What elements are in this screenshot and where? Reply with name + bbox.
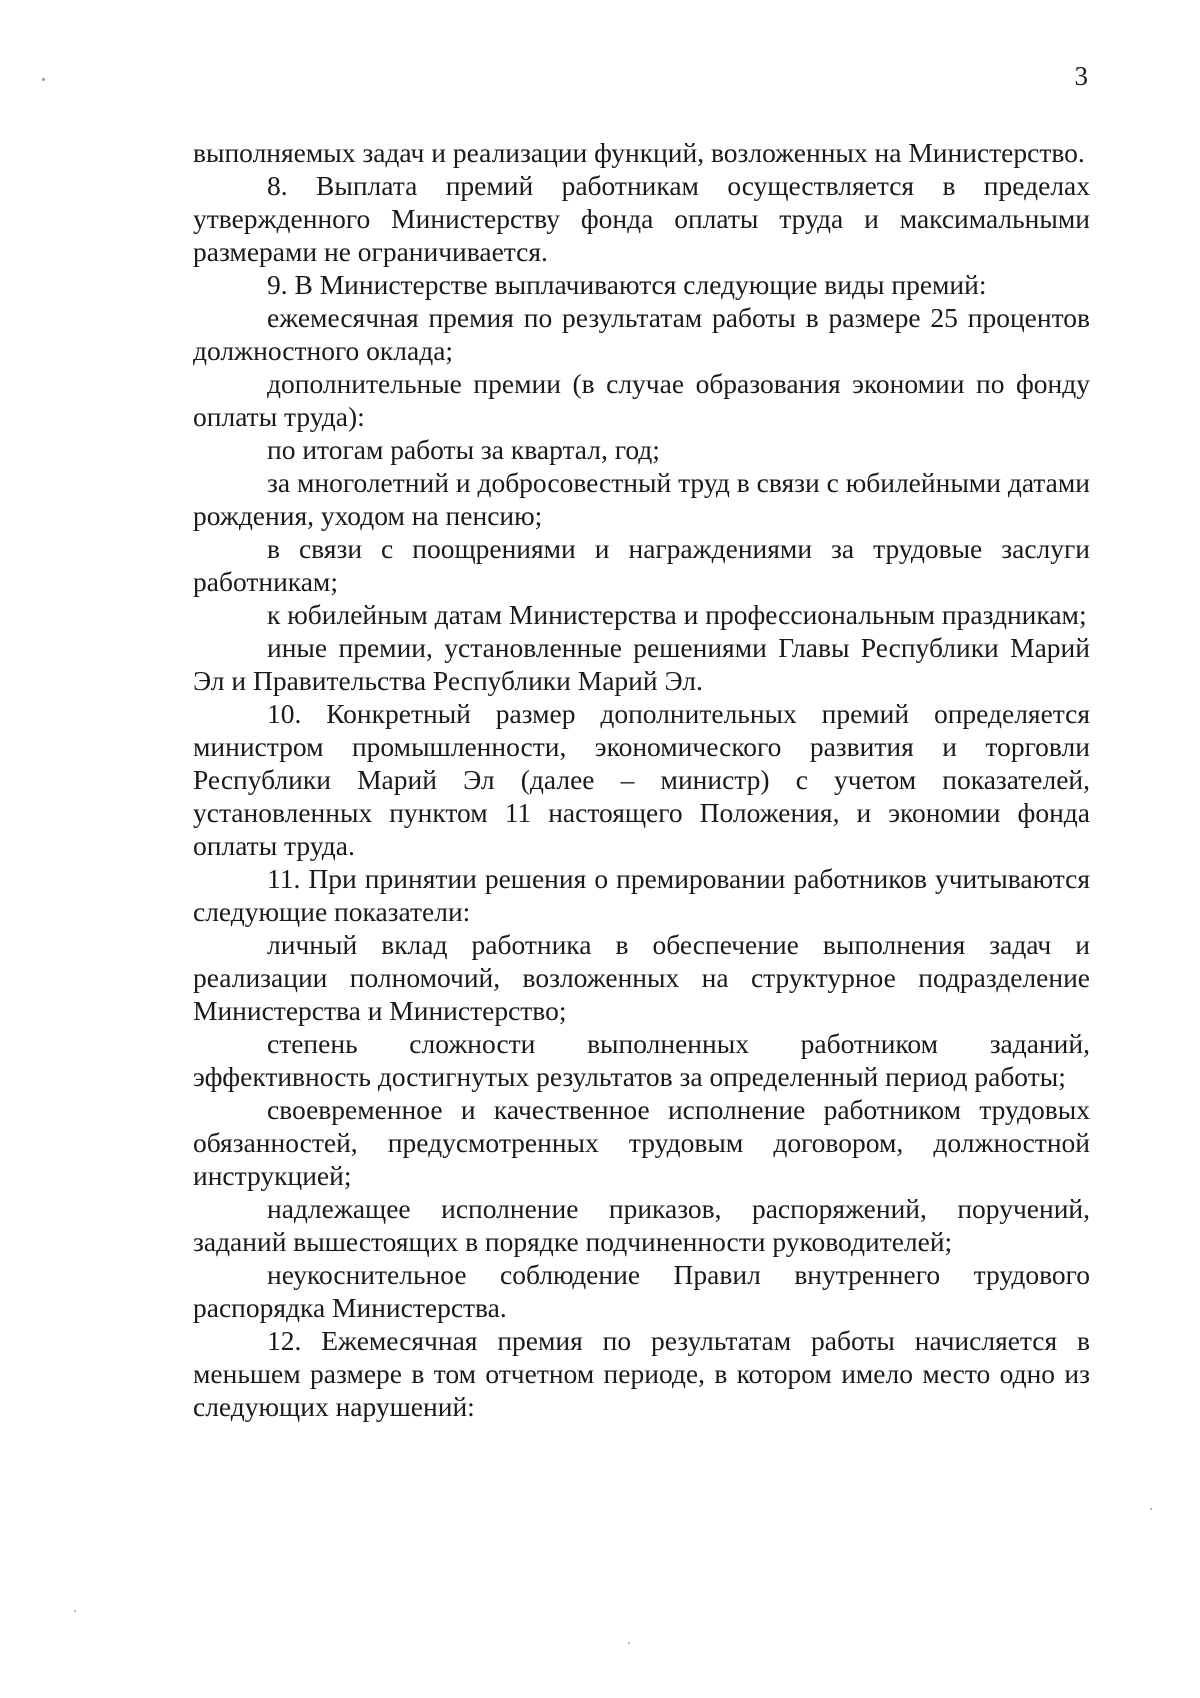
paragraph-9-quarter-year: по итогам работы за квартал, год; xyxy=(267,434,660,465)
scan-speck xyxy=(74,1610,76,1612)
paragraph-11-timely-performance: своевременное и качественное исполнение работником трудовых обязанностей, предусмотренных трудовым договором, должностной инструкцией; xyxy=(193,1094,1090,1191)
paragraph-9-monthly-bonus: ежемесячная премия по результатам работы в размере 25 процентов должностного оклада; xyxy=(193,302,1090,366)
page-number: 3 xyxy=(1074,61,1088,91)
scan-speck xyxy=(628,1642,630,1644)
paragraph-11-personal-contribution: личный вклад работника в обеспечение выполнения задач и реализации полномочий, возложенных на структурное подразделение Министерства и Министерство; xyxy=(193,929,1090,1026)
paragraph-11-complexity: степень сложности выполненных работником заданий, эффективность достигнутых результатов за определенный период работы; xyxy=(193,1028,1090,1092)
paragraph-11-labor-rules: неукоснительное соблюдение Правил внутреннего трудового распорядка Министерства. xyxy=(193,1259,1090,1323)
paragraph-11-orders-execution: надлежащее исполнение приказов, распоряжений, поручений, заданий вышестоящих в порядке подчиненности руководителей; xyxy=(193,1193,1090,1257)
paragraph-9-awards: в связи с поощрениями и награждениями за трудовые заслуги работникам; xyxy=(193,533,1090,597)
scan-speck xyxy=(1150,1508,1152,1510)
scan-speck xyxy=(42,78,45,81)
document-body xyxy=(193,136,1090,1423)
paragraph-9-anniversaries: к юбилейным датам Министерства и профессиональным праздникам; xyxy=(267,599,1087,630)
paragraph-12: 12. Ежемесячная премия по результатам работы начисляется в меньшем размере в том отчетном периоде, в котором имело место одно из следующих нарушений: xyxy=(193,1325,1090,1422)
paragraph-8: 8. Выплата премий работникам осуществляется в пределах утвержденного Министерству фонда оплаты труда и максимальными размерами не ограничивается. xyxy=(193,170,1090,267)
paragraph-10: 10. Конкретный размер дополнительных премий определяется министром промышленности, экономического развития и торговли Республики Марий Эл (далее – министр) с учетом показателей, установленных пунктом 11 настоящего Положения, и экономии фонда оплаты труда. xyxy=(193,698,1090,861)
paragraph-9-long-service: за многолетний и добросовестный труд в связи с юбилейными датами рождения, уходом на пенсию; xyxy=(193,467,1090,531)
paragraph-9-other-bonuses: иные премии, установленные решениями Главы Республики Марий Эл и Правительства Республики Марий Эл. xyxy=(193,632,1090,696)
paragraph-continuation: выполняемых задач и реализации функций, возложенных на Министерство. xyxy=(193,137,1085,168)
paragraph-9-additional-bonuses: дополнительные премии (в случае образования экономии по фонду оплаты труда): xyxy=(193,368,1090,432)
paragraph-11: 11. При принятии решения о премировании работников учитываются следующие показатели: xyxy=(193,863,1090,927)
paragraph-9: 9. В Министерстве выплачиваются следующие виды премий: xyxy=(267,269,987,300)
